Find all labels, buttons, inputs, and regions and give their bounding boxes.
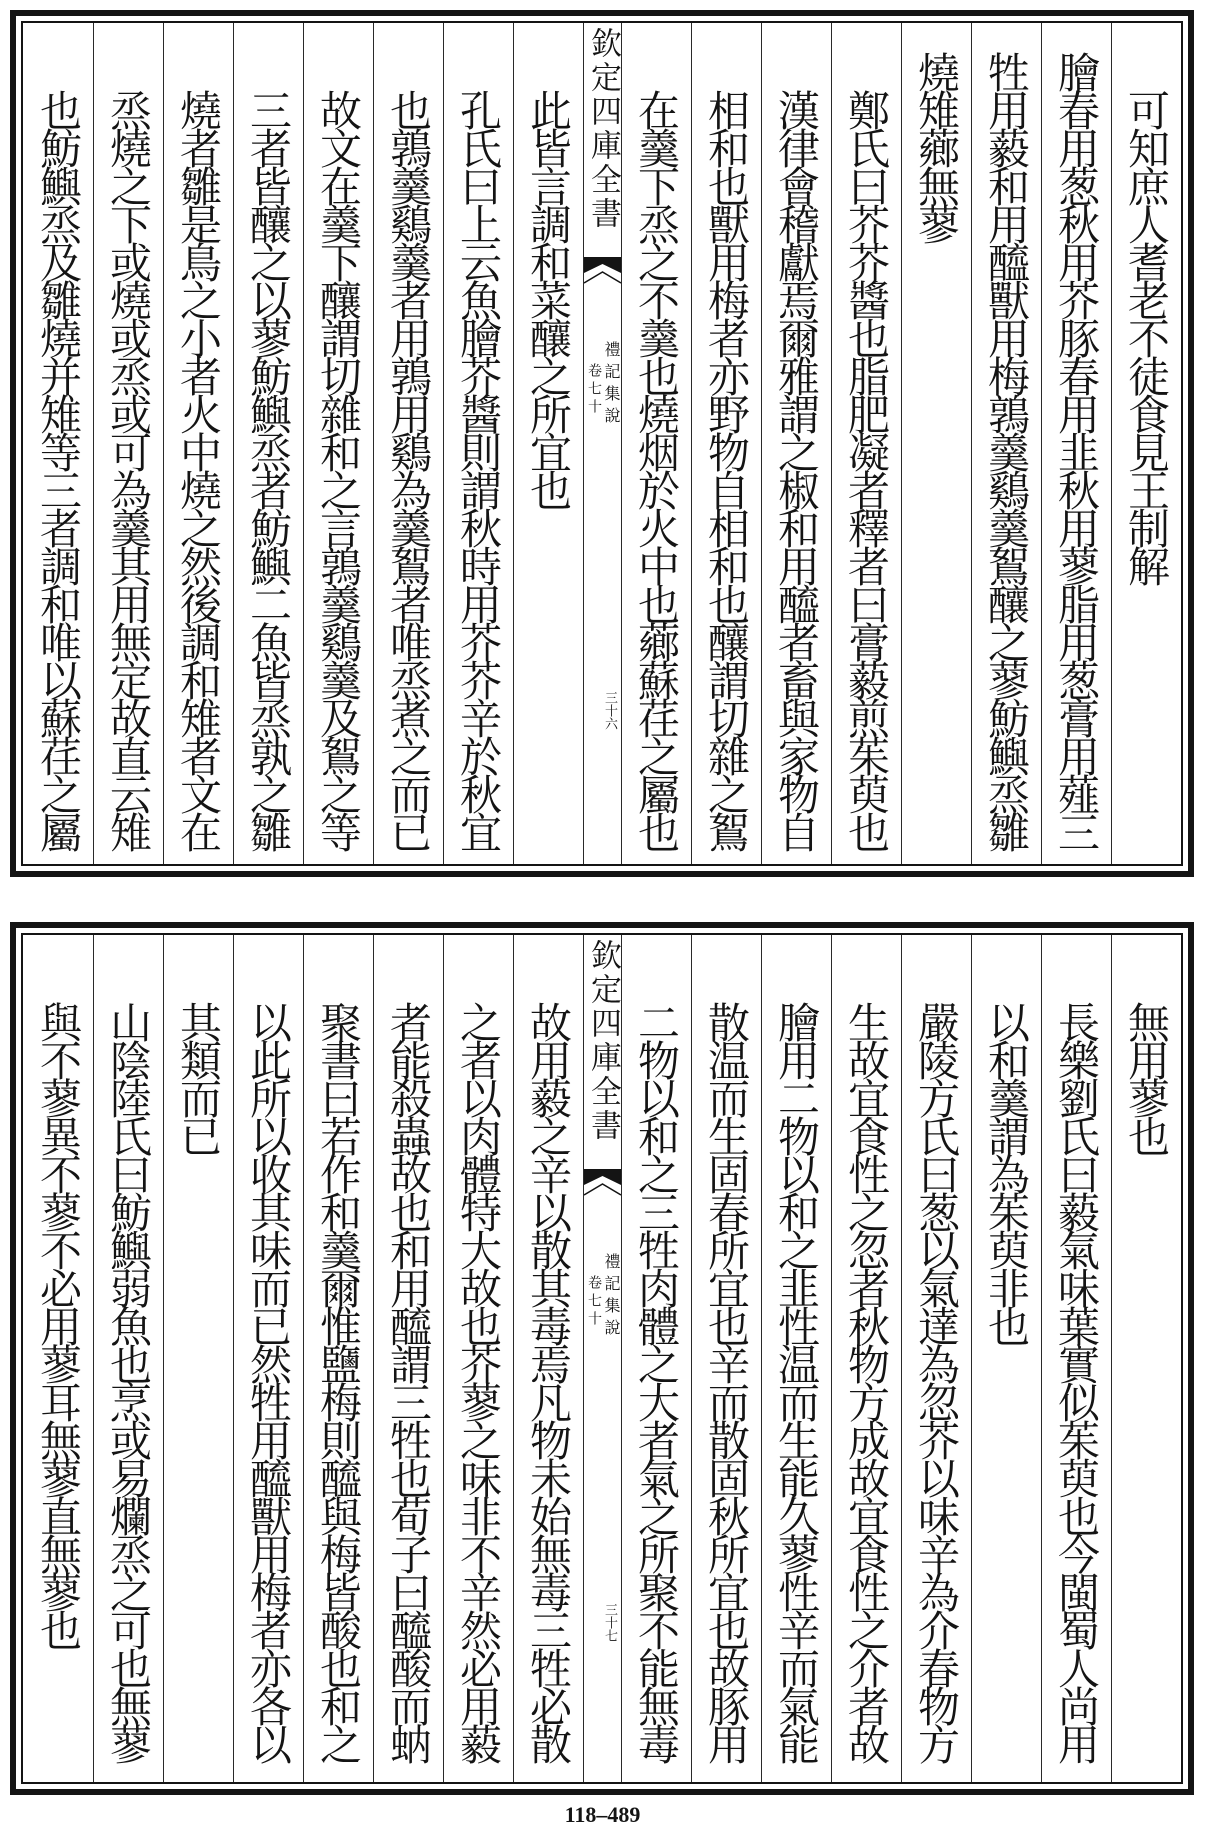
classic-text-column: 膾春用葱秋用芥豚春用韭秋用蓼脂用葱膏用薤三 [1041, 23, 1111, 864]
classic-text-column: 牲用藙和用醯獸用梅鶉羹鷄羹鴽釀之蓼魴鱮烝雛 [971, 23, 1041, 864]
commentary-column: 以和羹謂為茱萸非也 [971, 935, 1041, 1782]
commentary-column: 與不蓼異不蓼不必用蓼耳無蓼直無蓼也 [34, 1001, 83, 1647]
lower-leaf [10, 922, 1194, 1795]
commentary-column: 長樂劉氏曰藙氣味葉實似茱萸也今閩蜀人尚用 [1041, 935, 1111, 1782]
fishtail-block [584, 257, 621, 273]
volume-number: 卷七十 [586, 1275, 602, 1329]
commentary-column: 故文在羹下釀謂切雜和之言鶉羹鷄羹及鴽之等 [303, 23, 373, 864]
leaf-number: 三十七 [602, 1603, 617, 1642]
commentary-column: 之者以肉體特大故也芥蓼之味非不辛然必用藙 [443, 935, 513, 1782]
classic-text-column: 燒雉薌無蓼 [901, 23, 971, 864]
fishtail-block [584, 1169, 621, 1185]
upper-leaf-frame [21, 21, 1183, 866]
commentary-column: 膾用二物以和之韭性温而生能久蓼性辛而氣能 [761, 935, 831, 1782]
fishtail-ornament [584, 1169, 621, 1199]
fishtail-line [584, 272, 621, 283]
commentary-column: 者能殺蟲故也和用醯謂三牲也荀子曰醯酸而蚋 [373, 935, 443, 1782]
commentary-column: 此皆言調和菜釀之所宜也 [513, 23, 583, 864]
commentary-column: 也魴鱮烝及雛燒并雉等三者調和唯以蘇荏之屬 [34, 89, 83, 849]
commentary-column: 二物以和之三牲肉體之大者氣之所聚不能無毒 [621, 935, 691, 1782]
leaf-number: 三十六 [602, 691, 617, 730]
fold-column [583, 23, 621, 864]
book-title: 禮記集說 [602, 1253, 621, 1341]
commentary-column: 孔氏曰上云魚膾芥醬則謂秋時用芥芥辛於秋宜 [443, 23, 513, 864]
fishtail-line [584, 1184, 621, 1195]
commentary-column: 相和也獸用梅者亦野物自相和也釀謂切雜之鴽 [691, 23, 761, 864]
book-title: 禮記集說 [602, 341, 621, 429]
commentary-column: 可知庶人耆老不徒食見王制解 [1111, 23, 1181, 864]
commentary-column: 生故宜食性之忽者秋物方成故宜食性之介者故 [831, 935, 901, 1782]
commentary-column: 以此所以收其味而已然牲用醯獸用梅者亦各以 [233, 935, 303, 1782]
commentary-column: 山陰陸氏曰魴鱮弱魚也烹或易爛烝之可也無蓼 [93, 935, 163, 1782]
upper-leaf [10, 10, 1194, 877]
commentary-column: 燒者雛是鳥之小者火中燒之然後調和雉者文在 [163, 23, 233, 864]
page-code: 118–489 [564, 1802, 641, 1827]
commentary-column: 三者皆釀之以蓼魴鱮烝者魴鱮二魚皆烝孰之雛 [233, 23, 303, 864]
commentary-column: 其類而已 [163, 935, 233, 1782]
fishtail-ornament [584, 257, 621, 287]
series-title: 欽定四庫全書 [585, 939, 621, 1143]
commentary-column: 也鶉羹鷄羹者用鶉用鷄為羹鴽者唯烝煮之而已 [373, 23, 443, 864]
commentary-column: 漢律會稽獻焉爾雅謂之椒和用醯者畜與家物自 [761, 23, 831, 864]
commentary-column: 故用藙之辛以散其毒焉凡物未始無毒三牲必散 [513, 935, 583, 1782]
commentary-column: 在羹下烝之不羹也燒烟於火中也薌蘇荏之屬也 [621, 23, 691, 864]
volume-number: 卷七十 [586, 363, 602, 417]
commentary-column: 聚書曰若作和羹爾惟鹽梅則醯與梅皆酸也和之 [303, 935, 373, 1782]
lower-leaf-frame [21, 933, 1183, 1784]
commentary-column: 散温而生固春所宜也辛而散固秋所宜也故豚用 [691, 935, 761, 1782]
commentary-column: 鄭氏曰芥芥醬也脂肥凝者釋者曰膏藙煎茱萸也 [831, 23, 901, 864]
series-title: 欽定四庫全書 [585, 27, 621, 231]
fold-column [583, 935, 621, 1782]
commentary-column: 無用蓼也 [1111, 935, 1181, 1782]
commentary-column: 嚴陵方氏曰葱以氣達為忽芥以味辛為介春物方 [901, 935, 971, 1782]
commentary-column: 烝燒之下或燒或烝或可為羹其用無定故直云雉 [93, 23, 163, 864]
